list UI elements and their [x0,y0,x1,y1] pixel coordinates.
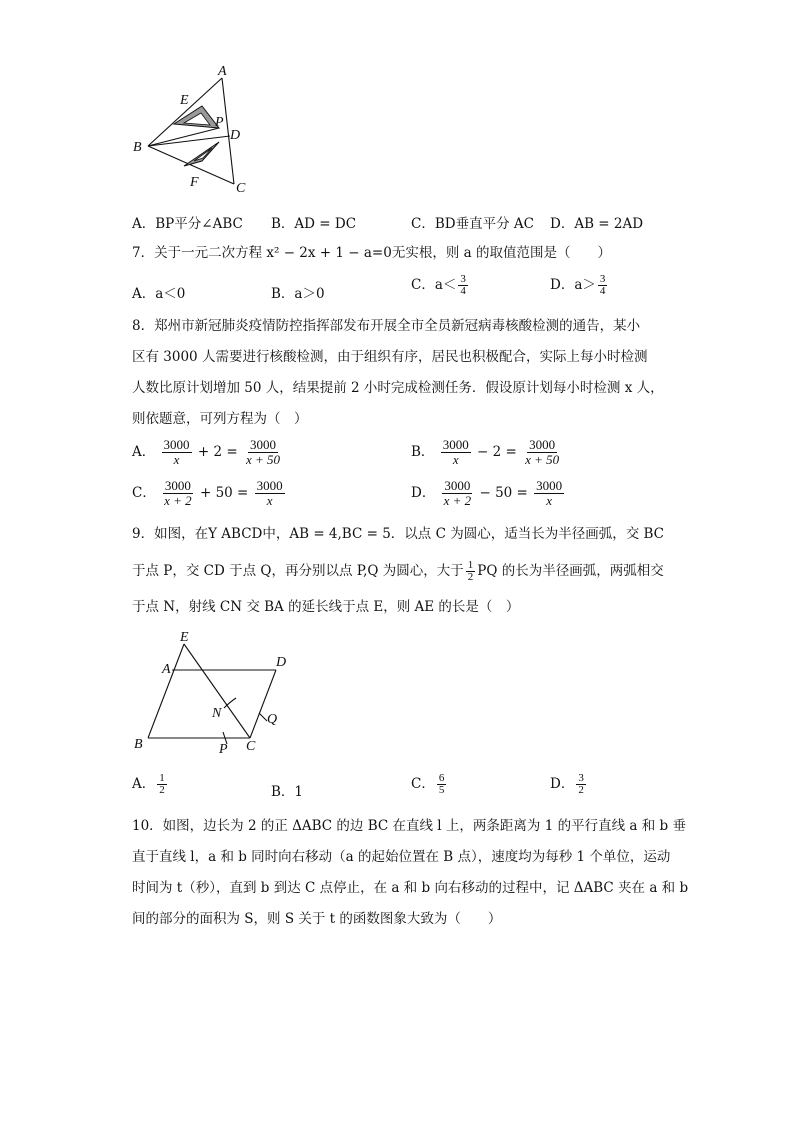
q8-option-d: D． $\frac{3000}{x + 2}$ − 50 = $\frac{3000}{x}$ [411,478,563,508]
q7-option-b: B．a＞0 [271,286,325,302]
q6-label-d: D [230,128,241,143]
q7-option-c: C．a＜ $\frac{3}{4}$ [411,273,466,297]
q9-segment-be [148,644,184,738]
q7-option-d: D．a＞ $\frac{3}{4}$ [550,273,606,297]
q8-option-a: A． $\frac{3000}{x}$ + 2 = $\frac{3000}{x + 50}$ [132,437,280,467]
q8-option-c: C． $\frac{3000}{x + 2}$ + 50 = $\frac{3000}{x}$ [132,478,283,508]
q6-option-c: C．BD垂直平分 AC [411,216,534,232]
q9-label-q: Q [267,712,278,727]
q10-line-2: 直于直线 l，a 和 b 同时向右移动（a 的起始位置在 B 点），速度均为每秒 1 个单位，运动 [132,849,671,865]
q9-figure [128,628,298,758]
q9-segment-cd [250,670,276,738]
q9-label-b: B [134,737,143,752]
q9-label-e: E [180,630,189,645]
q10-line-4: 间的部分的面积为 S，则 S 关于 t 的函数图象大致为（ ） [132,911,502,927]
q9-option-c: C． $\frac{6}{5}$ [411,772,445,796]
q6-label-b: B [133,140,142,155]
q6-label-e: E [180,93,189,108]
q6-segment-bp [148,128,219,146]
q6-option-b: B．AD = DC [271,216,357,232]
q6-label-a: A [218,64,227,79]
q7-option-a: A．a＜0 [132,286,186,302]
q10-line-3: 时间为 t（秒），直到 b 到达 C 点停止，在 a 和 b 向右移动的过程中，记 ΔABC 夹在 a 和 b [132,880,689,896]
q10-line-1: 10．如图，边长为 2 的正 ΔABC 的边 BC 在直线 l 上，两条距离为 1 的平行直线 a 和 b 垂 [132,818,686,834]
q9-ray-ce [184,644,250,738]
q9-line-2: 于点 P，交 CD 于点 Q，再分别以点 P,Q 为圆心，大于 $\frac{1}{2}$ PQ 的长为半径画弧，两弧相交 [132,559,664,583]
q9-label-n: N [212,706,222,721]
q8-line-3: 人数比原计划增加 50 人，结果提前 2 小时完成检测任务．假设原计划每小时检测 x 人， [132,380,664,396]
q9-option-b: B．1 [271,784,304,800]
q6-segment-bd [148,136,230,146]
q8-line-4: 则依题意，可列方程为（ ） [132,411,308,427]
q9-label-d: D [276,655,287,670]
q8-option-b: B． $\frac{3000}{x}$ − 2 = $\frac{3000}{x + 50}$ [411,437,560,467]
q9-option-a: A． $\frac{1}{2}$ [132,772,165,796]
q6-segment-ab [148,78,222,146]
q6-label-f: F [190,175,199,190]
q9-line-3: 于点 N，射线 CN 交 BA 的延长线于点 E，则 AE 的长是（ ） [132,599,520,615]
q9-label-p: P [219,742,228,757]
q9-label-a: A [162,662,171,677]
q6-label-c: C [236,181,246,196]
q6-triangle-ruler-f [184,142,219,166]
q9-option-d: D． $\frac{3}{2}$ [550,772,584,796]
q9-line-1: 9．如图，在Y ABCD中，AB = 4,BC = 5．以点 C 为圆心，适当长为半径画弧，交 BC [132,526,664,542]
q9-label-c: C [246,739,256,754]
q6-label-p: P [215,115,224,130]
q7-stem: 7．关于一元二次方程 x² − 2x + 1 − a=0无实根，则 a 的取值范围是（ ） [132,245,611,261]
q6-option-d: D．AB = 2AD [550,216,644,232]
q6-option-a: A．BP平分∠ABC [132,216,243,232]
q9-arc-q [259,713,267,721]
q6-figure [126,62,266,200]
q8-line-2: 区有 3000 人需要进行核酸检测，由于组织有序，居民也积极配合，实际上每小时检测 [132,349,648,365]
q8-line-1: 8．郑州市新冠肺炎疫情防控指挥部发布开展全市全员新冠病毒核酸检测的通告，某小 [132,318,641,334]
